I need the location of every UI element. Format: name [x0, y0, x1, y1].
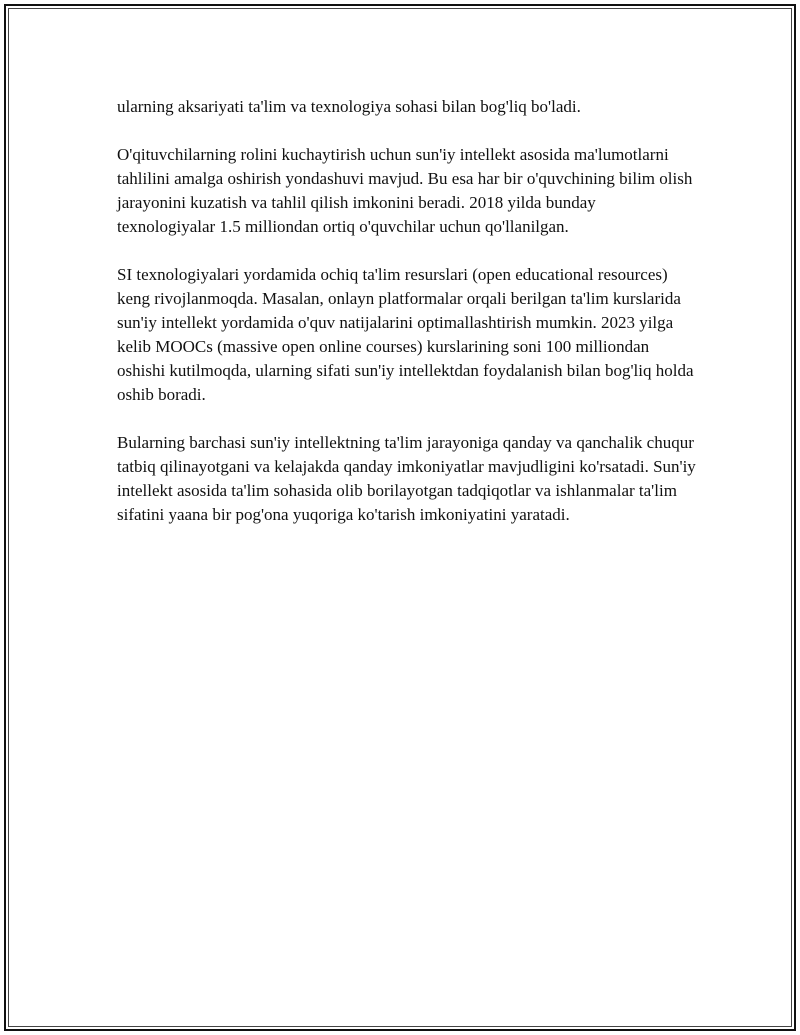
- paragraph-4: Bularning barchasi sun'iy intellektning ta'lim jarayoniga qanday va qanchalik chuqur tatbiq qilinayotgani va kelajakda qanday imkoniyatlar mavjudligini ko'rsatadi. Sun'iy intellekt asosida ta'lim sohasida olib borilayotgan tadqiqotlar va ishlanmalar ta'lim sifatini yaana bir pog'ona yuqoriga ko'tarish imkoniyatini yaratadi.: [117, 433, 696, 524]
- document-body: [117, 95, 697, 551]
- document-page: [4, 4, 796, 1031]
- paragraph-3: SI texnologiyalari yordamida ochiq ta'lim resurslari (open educational resources) keng rivojlanmoqda. Masalan, onlayn platformalar orqali berilgan ta'lim kurslarida sun'iy intellekt yordamida o'quv natijalarini optimallashtirish mumkin. 2023 yilga kelib MOOCs (massive open online courses) kurslarining soni 100 milliondan oshishi kutilmoqda, ularning sifati sun'iy intellektdan foydalanish bilan bog'liq holda oshib boradi.: [117, 265, 694, 404]
- paragraph-2: O'qituvchilarning rolini kuchaytirish uchun sun'iy intellekt asosida ma'lumotlarni tahlilini amalga oshirish yondashuvi mavjud. Bu esa har bir o'quvchining bilim olish jarayonini kuzatish va tahlil qilish imkonini beradi. 2018 yilda bunday texnologiyalar 1.5 milliondan ortiq o'quvchilar uchun qo'llanilgan.: [117, 145, 693, 236]
- paragraph-1: ularning aksariyati ta'lim va texnologiya sohasi bilan bog'liq bo'ladi.: [117, 97, 581, 116]
